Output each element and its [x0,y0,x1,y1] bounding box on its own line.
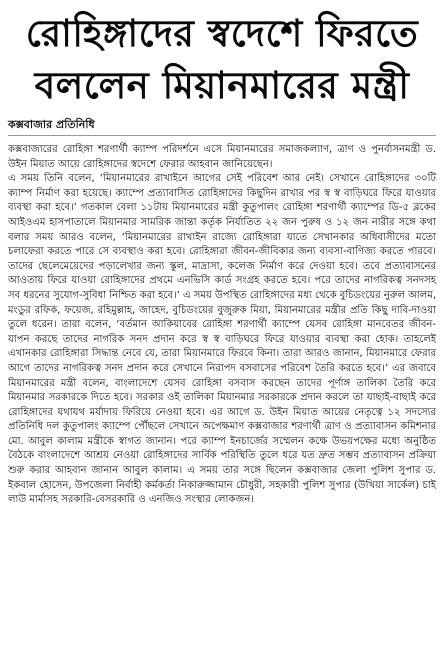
byline-divider [8,135,436,136]
headline-line-2: বললেন মিয়ানমারের মন্ত্রী [34,64,410,107]
headline-line-1: রোহিঙ্গাদের স্বদেশে ফিরতে [25,12,419,55]
byline: কক্সবাজার প্রতিনিধি [8,118,95,131]
article-paragraph-2: এ সময় তিনি বলেন, ‘মিয়ানমারের রাখাইনে আগের সেই পরিবেশ আর নেই। সেখানে রোহিঙ্গাদের ৩০টি ক্যাম্প নির্মাণ করা হয়েছে। ক্যাম্পে প্রত্যাবাসিত রোহিঙ্গাদের কিছুদিন রাখার পর স্ব স্ব বাড়িঘরে ফিরে যাওয়ার ব্যবস্থা করা হবে।’ গতকাল বেলা ১১টায় মিয়ানমারের মন্ত্রী কুতুপালং রোহিঙ্গা শরণার্থী ক্যাম্পের ডি-৫ ব্লকের আইওএম হাসপাতালে মিয়ানমার সামরিক জান্তা কর্তৃক নির্যাতিত ২২ জন পুরুষ ও ১২ জন নারীর সঙ্গে কথা বলার সময় আরও বলেন, ‘মিয়ানমারের রাখাইন রাজ্যে রোহিঙ্গারা যাতে সেখানকার অধিবাসীদের মতো চলাফেরা করতে পারে সে ব্যবস্থাও করা হবে। রোহিঙ্গারা জীবন-জীবিকার জন্য ব্যবসা-বাণিজ্য করতে পারবে। তাদের ছেলেমেয়েদের পড়ালেখার জন্য স্কুল, মাদ্রাসা, কলেজ নির্মাণ করে দেওয়া হবে। তবে প্রত্যাবাসনের আওতায় ফিরে যাওয়া রোহিঙ্গাদের প্রথমে এনভিসি কার্ড সংগ্রহ করতে হবে। পরে তাদের নাগরিকত্ব সনদসহ সব ধরনের সুযোগ-সুবিধা নিশ্চিত করা হবে।’ এ সময় উপস্থিত রোহিঙ্গাদের মধ্য থেকে বুচিডংয়ের নুরুল আলম, মংডুর রফিক, ফয়েজ, রহিমুল্লাহ, জাহেদ, বুচিডংয়ের বুজুরুক মিয়া, মিয়ানমারের মন্ত্রীর প্রতি কিছু দাবি-দাওয়া তুলে ধরেন। তারা বলেন, ‘বর্তমান আকিয়াবের রোহিঙ্গা শরণার্থী ক্যাম্পে যেসব রোহিঙ্গা মানবেতর জীবন-যাপন করছে তাদের নাগরিক সনদ প্রদান করে স্ব স্ব বাড়িঘরে ফিরে যাওয়ার ব্যবস্থা করা হোক। তাহলেই এখানকার রোহিঙ্গারা সিদ্ধান্ত নেবে যে, তারা মিয়ানমারে ফিরবে কিনা। তারা আরও জানান, মিয়ানমারে ফেরার আগে তাদের নাগরিকত্ব সনদ প্রদান করে সেখানে নিরাপদ বসবাসের পরিবেশ তৈরি করতে হবে।’ এর জবাবে মিয়ানমারের মন্ত্রী বলেন, বাংলাদেশে যেসব রোহিঙ্গা বসবাস করছেন তাদের পূর্ণাঙ্গ তালিকা তৈরি করে মিয়ানমার সরকারকে দিতে হবে। সরকার ওই তালিকা মিয়ানমার সরকারকে প্রদান করলে তা যাছাই-বাছাই করে রোহিঙ্গাদের যথাযথ মর্যাদায় ফিরিয়ে নেওয়া হবে। এর আগে ড. উইন মিয়াত আয়ের নেতৃত্বে ১২ সদস্যের প্রতিনিধি দল কুতুপালং ক্যাম্পে পৌঁছলে সেখানে অপেক্ষমাণ কক্সবাজার শরণার্থী ত্রাণ ও প্রত্যাবাসন কমিশনার মো. আবুল কালাম মন্ত্রীকে স্বাগত জানান। পরে ক্যাম্প ইনচার্জের সম্মেলন কক্ষে উভয়পক্ষের মধ্যে অনুষ্ঠিত বৈঠকে বাংলাদেশে আশ্রয় নেওয়া রোহিঙ্গাদের সার্বিক পরিস্থিতি তুলে ধরে যত দ্রুত সম্ভব প্রত্যাবাসন প্রক্রিয়া শুরু করার আহবান জানান আবুল কালাম। এ সময় তার সঙ্গে ছিলেন কক্সবাজার জেলা পুলিশ সুপার ড. ইকবাল হোসেন, উপজেলা নির্বাহী কর্মকর্তা নিকারুজ্জামান চৌধুরী, সহকারী পুলিশ সুপার (উখিয়া সার্কেল) চাই লাউ মার্মাসহ সরকারি-বেসরকারি ও এনজিও সংস্থার লোকজন। [8,173,436,506]
headline [8,8,436,112]
article-paragraph-1: কক্সবাজারের রোহিঙ্গা শরণার্থী ক্যাম্প পরিদর্শনে এসে মিয়ানমারের সমাজকল্যাণ, ত্রাণ ও পুনর্বাসনমন্ত্রী ড. উইন মিয়াত আয়ে রোহিঙ্গাদের স্বদেশে ফেরার আহবান জানিয়েছেন। [8,144,436,170]
article-body [8,143,436,508]
